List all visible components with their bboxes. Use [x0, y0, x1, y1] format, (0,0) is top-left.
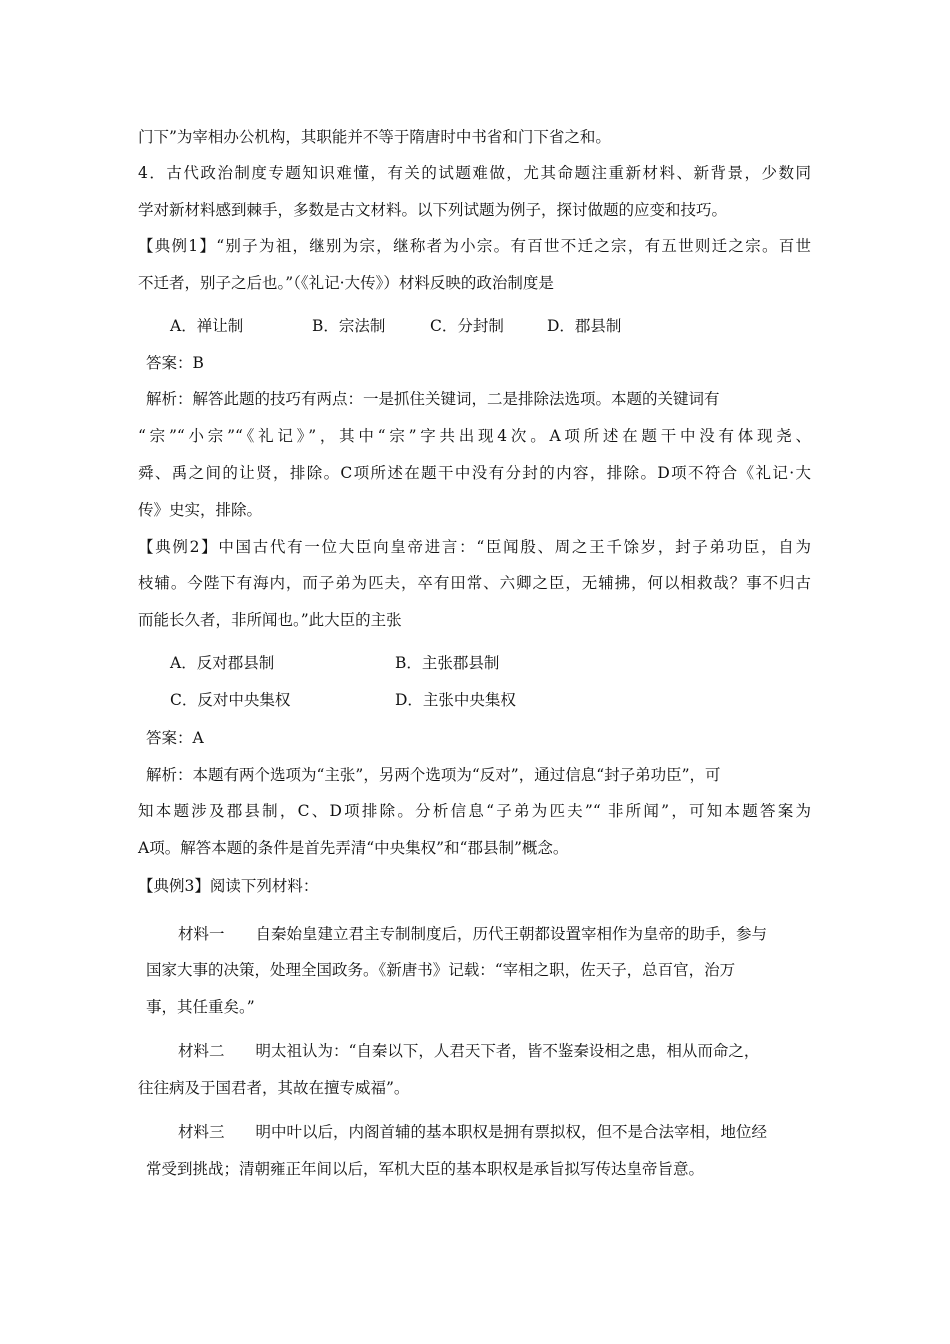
option-a: A．禅让制 [170, 317, 244, 335]
example-2-question: 【典例2】中国古代有一位大臣向皇帝进言：“臣闻殷、周之王千馀岁，封子弟功臣，自为 [138, 538, 811, 556]
text-line: 门下”为宰相办公机构，其职能并不等于隋唐时中书省和门下省之和。 [138, 128, 611, 146]
example-2-analysis: 知本题涉及郡县制，C、D项排除。分析信息“子弟为匹夫”“ 非所闻”，可知本题答案为 [138, 802, 811, 820]
material-3: 常受到挑战；清朝雍正年间以后，军机大臣的基本职权是承旨拟写传达皇帝旨意。 [146, 1160, 705, 1178]
option-b: B．主张郡县制 [395, 654, 500, 672]
example-1-question: 不迁者，别子之后也。”（《礼记·大传》）材料反映的政治制度是 [138, 274, 554, 292]
material-1: 国家大事的决策，处理全国政务。《新唐书》记载：“宰相之职，佐天子，总百官，治万 [146, 961, 736, 979]
material-2: 往往病及于国君者，其故在擅专威福”。 [138, 1079, 410, 1097]
text-line: 4．古代政治制度专题知识难懂，有关的试题难做，尤其命题注重新材料、新背景，少数同 [138, 164, 811, 182]
example-1-analysis: 解析：解答此题的技巧有两点：一是抓住关键词，二是排除法选项。本题的关键词有 [146, 390, 720, 408]
material-2: 材料二 明太祖认为：“自秦以下，人君天下者，皆不鉴秦设相之患，相从而命之， [178, 1042, 760, 1060]
example-2-answer: 答案：A [146, 729, 204, 747]
example-1-analysis: “宗”“小宗”“《礼记》”，其中“宗”字共出现4次。A项所述在题干中没有体现尧、 [138, 427, 811, 445]
option-c: C．反对中央集权 [170, 691, 291, 709]
example-2-question: 枝辅。今陛下有海内，而子弟为匹夫，卒有田常、六卿之臣，无辅拂，何以相救哉？事不归古 [138, 574, 811, 592]
material-1: 材料一 自秦始皇建立君主专制制度后，历代王朝都设置宰相作为皇帝的助手，参与 [178, 925, 768, 943]
option-d: D．郡县制 [547, 317, 622, 335]
example-1-analysis: 舜、禹之间的让贤，排除。C项所述在题干中没有分封的内容，排除。D项不符合《礼记·大 [138, 464, 811, 482]
example-2-analysis: 解析：本题有两个选项为“主张”，另两个选项为“反对”，通过信息“封子弟功臣”，可 [146, 766, 721, 784]
text-line: 学对新材料感到棘手，多数是古文材料。以下列试题为例子，探讨做题的应变和技巧。 [138, 201, 728, 219]
example-2-question: 而能长久者，非所闻也。”此大臣的主张 [138, 611, 402, 629]
option-d: D．主张中央集权 [395, 691, 516, 709]
option-a: A．反对郡县制 [170, 654, 275, 672]
example-2-analysis: A项。解答本题的条件是首先弄清“中央集权”和“郡县制”概念。 [138, 839, 569, 857]
option-c: C．分封制 [430, 317, 504, 335]
example-1-analysis: 传》史实，排除。 [138, 501, 263, 519]
option-b: B．宗法制 [312, 317, 386, 335]
example-1-answer: 答案：B [146, 354, 204, 372]
example-3-heading: 【典例3】阅读下列材料： [138, 877, 319, 895]
material-3: 材料三 明中叶以后，内阁首辅的基本职权是拥有票拟权，但不是合法宰相，地位经 [178, 1123, 768, 1141]
example-1-question: 【典例1】“别子为祖，继别为宗，继称者为小宗。有百世不迁之宗，有五世则迁之宗。百世 [138, 237, 811, 255]
material-1: 事，其任重矣。” [146, 998, 255, 1016]
